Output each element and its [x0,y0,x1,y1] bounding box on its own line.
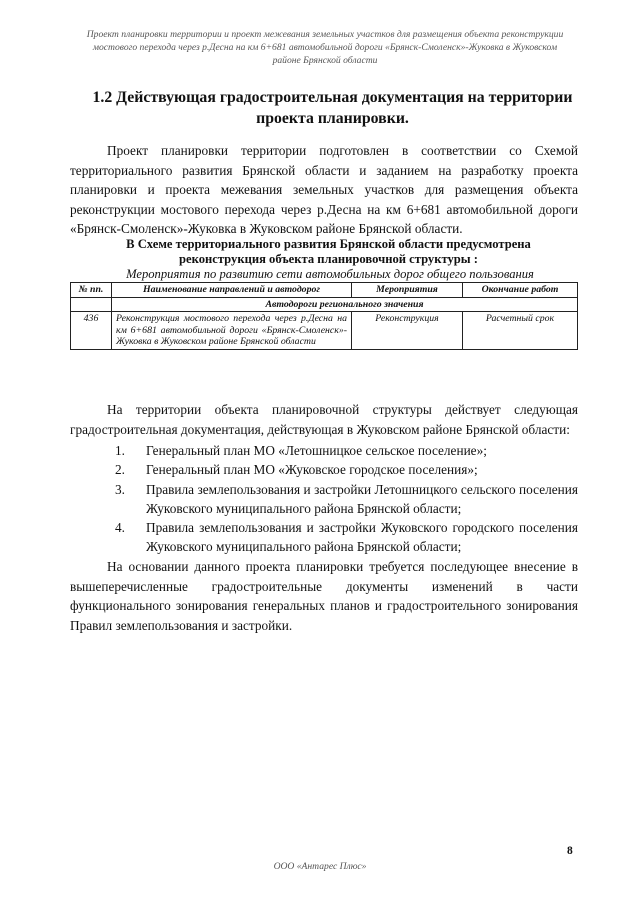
header-activity: Мероприятия [352,283,463,298]
running-header [80,28,570,67]
table-group-row [71,297,578,312]
intro-paragraph: Проект планировки территории подготовлен в соответствии со Схемой территориального развития Брянской области и заданием на разработку проекта планировки и проекта межевания земельных участков для размещения объекта реконструкции мостового перехода через р.Десна на км 6+681 автомобильной дороги «Брянск-Смоленск»-Жуковка в Жуковском районе Брянской области. [70,143,578,237]
documents-list [70,441,578,557]
header-num: № пп. [71,283,112,298]
list-item-number: 2. [115,462,125,478]
list-item [70,441,578,460]
list-item-text: Генеральный план МО «Жуковское городское поселения»; [146,462,478,478]
table-header-row [71,283,578,298]
list-item-number: 3. [115,481,125,497]
list-item-text: Правила землепользования и застройки Летошницкого сельского поселения Жуковского муниципального района Брянской области; [146,481,578,516]
row-num: 436 [71,312,112,350]
list-item [70,480,578,519]
row-activity: Реконструкция [352,312,463,350]
measures-table [70,282,578,350]
group-num-cell [71,297,112,312]
list-item-text: Правила землепользования и застройки Жуковского городского поселения Жуковского муниципального района Брянской области; [146,520,578,555]
header-end: Окончание работ [463,283,578,298]
running-header-text: Проект планировки территории и проект межевания земельных участков для размещения объекта реконструкции мостового перехода через р.Десна на км 6+681 автомобильной дороги «Брянск-Смоленск»-Жуковка в Жуковском районе Брянской области [86,29,564,66]
conclusion-paragraph: На основании данного проекта планировки требуется последующее внесение в вышеперечисленные градостроительные документы изменений в части функционального зонирования генеральных планов и градостроительного зонирования Правил землепользования и застройки. [70,559,578,633]
table-row [71,312,578,350]
list-item [70,460,578,479]
list-item-text: Генеральный план МО «Летошницкое сельское поселение»; [146,443,487,458]
section-title: 1.2 Действующая градостроительная документация на территории проекта планировки. [92,89,573,127]
list-item [70,518,578,557]
list-item-number: 1. [115,443,125,458]
table-caption: Мероприятия по развитию сети автомобильных дорог общего пользования [126,267,534,281]
group-label: Автодороги регионального значения [112,297,578,312]
page-number: 8 [567,845,573,857]
row-name: Реконструкция мостового перехода через р.Десна на км 6+681 автомобильной дороги «Брянск-Смоленск»-Жуковка в Жуковском районе Брянской области [112,312,352,350]
header-name: Наименование направлений и автодорог [112,283,352,298]
documents-intro-paragraph: На территории объекта планировочной структуры действует следующая градостроительная документация, действующая в Жуковском районе Брянской области: [70,402,578,437]
table-title: В Схеме территориального развития Брянской области предусмотрена реконструкция объекта планировочной структуры : [126,237,531,266]
list-item-number: 4. [115,520,125,536]
row-end: Расчетный срок [463,312,578,350]
footer-company: ООО «Антарес Плюс» [273,861,367,872]
